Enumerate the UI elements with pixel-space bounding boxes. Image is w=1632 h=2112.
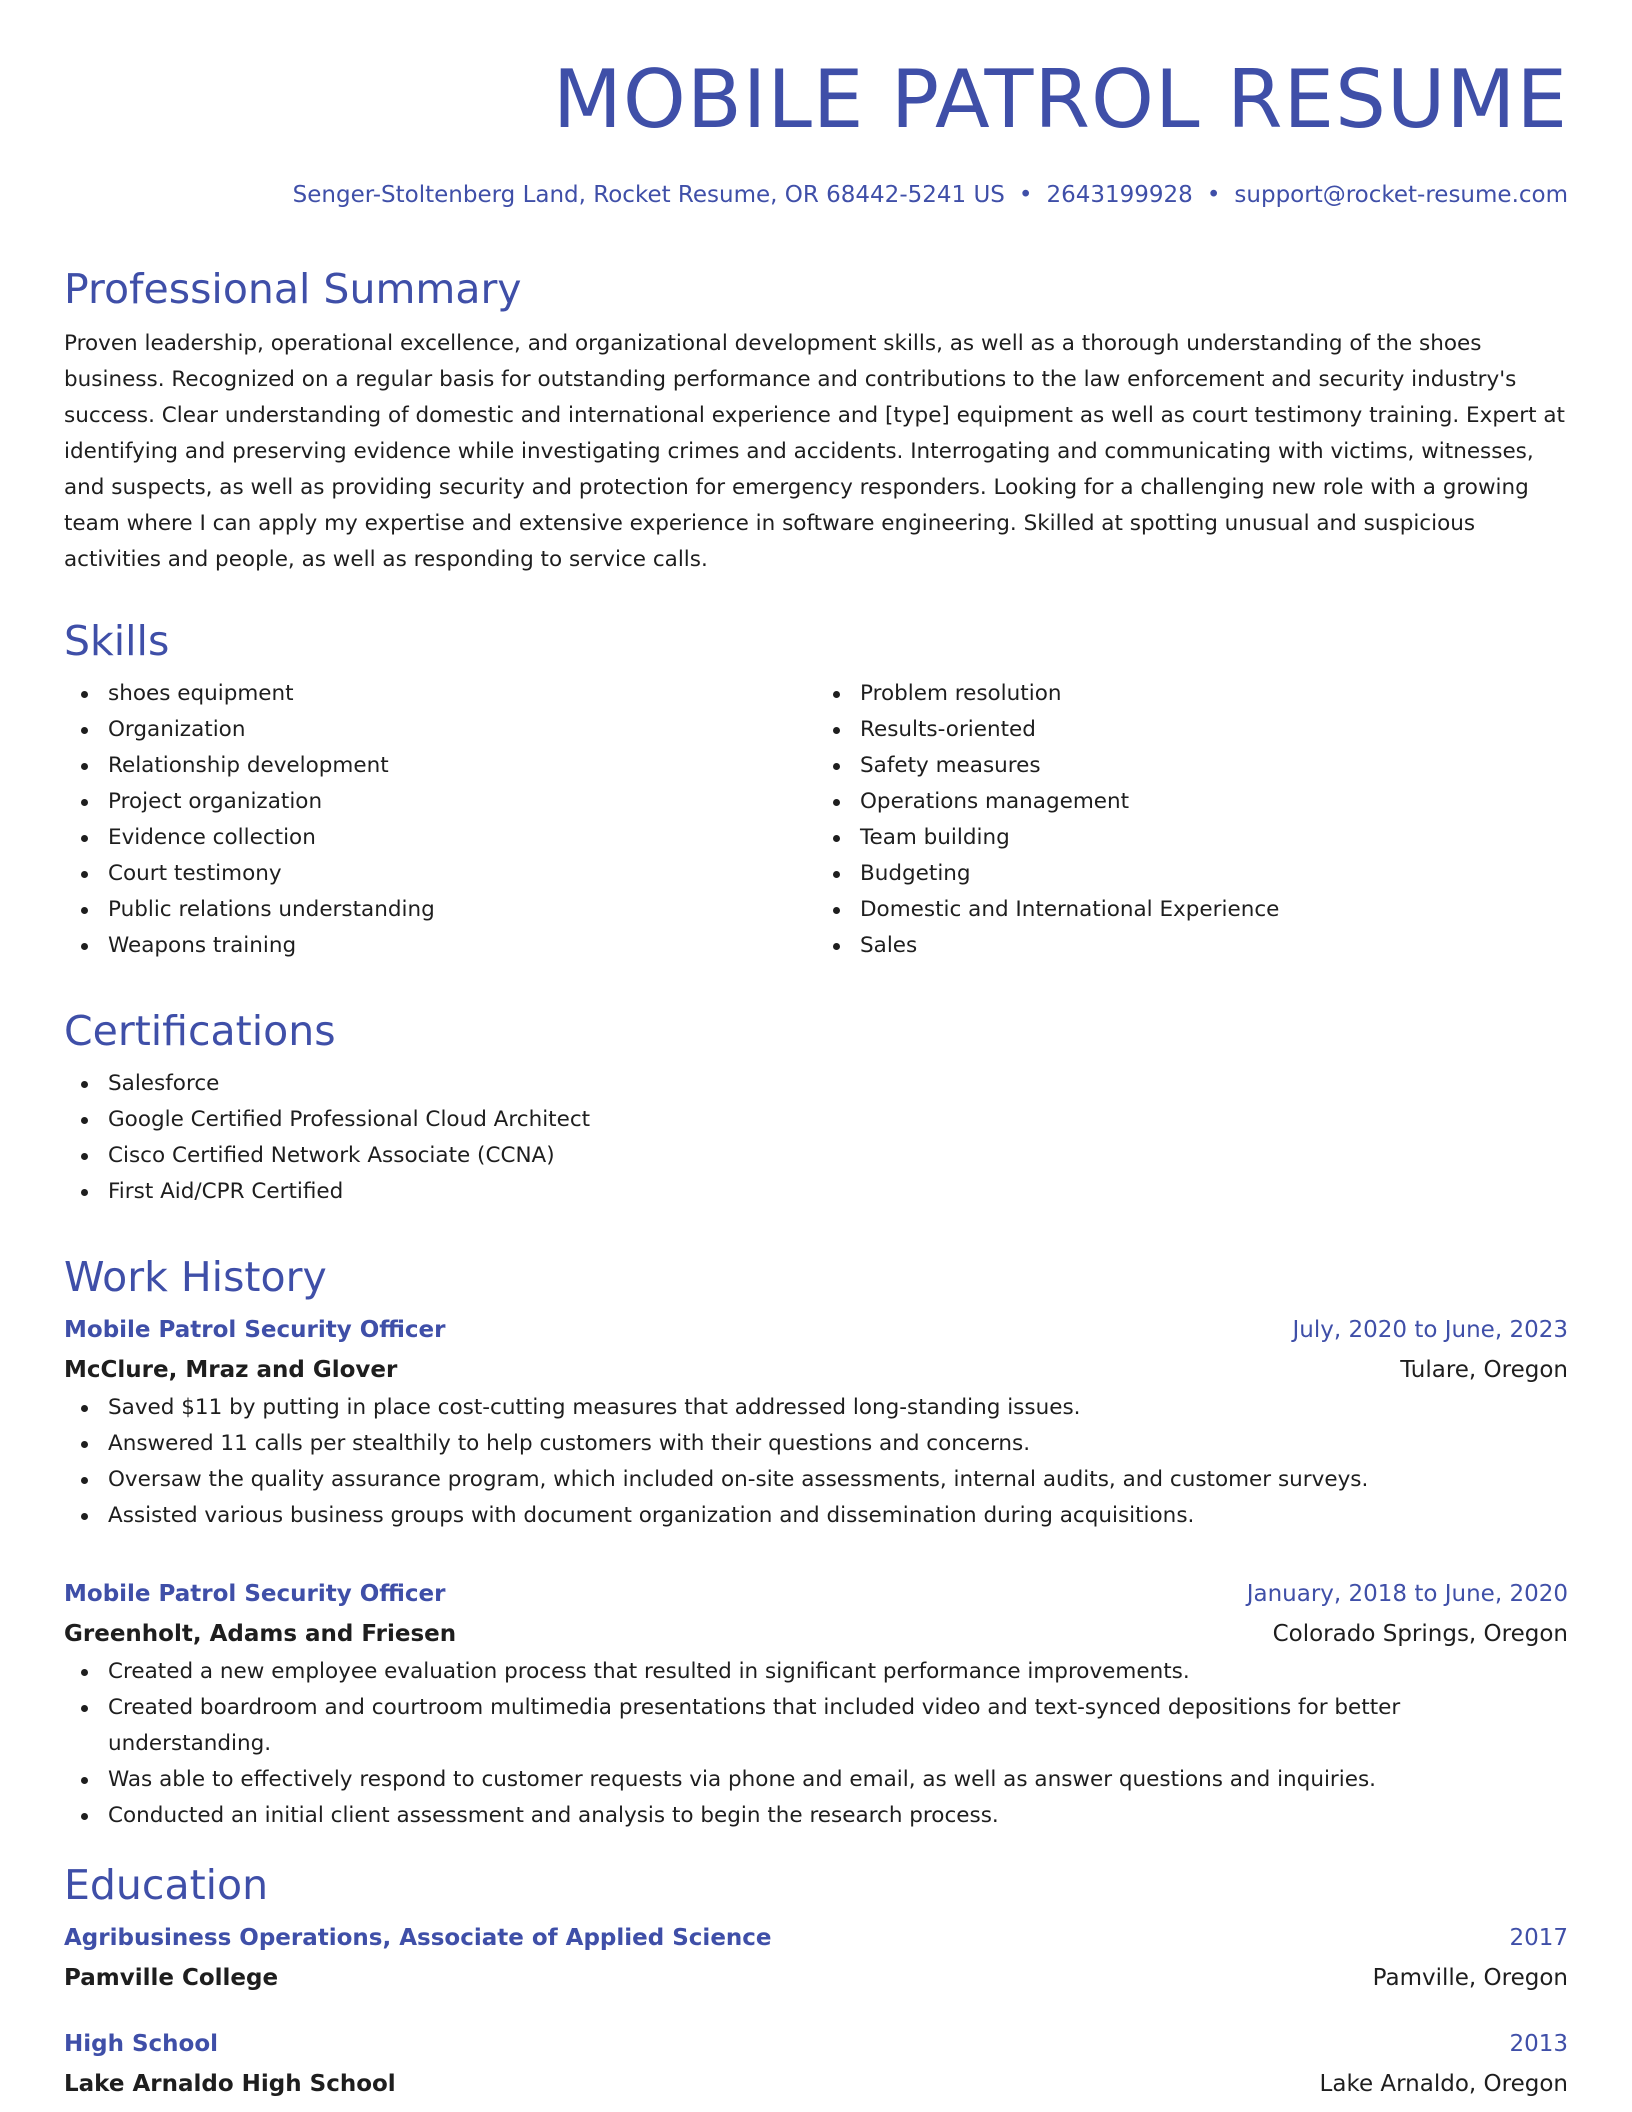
job-header	[64, 1574, 1568, 1614]
certifications-section	[64, 1006, 1568, 1210]
professional-summary-section	[64, 264, 1568, 578]
section-heading: Professional Summary	[64, 265, 522, 313]
skill-item: Team building	[860, 820, 1568, 856]
skill-item: Domestic and International Experience	[860, 892, 1568, 928]
summary-text: Proven leadership, operational excellence, and organizational development skills, as well as a thorough understanding of the shoes business. Recognized on a regular basis for outstanding performance and contributions to the law enforcement and security industry's success. Clear understanding of domestic and international experience and [type] equipment as well as court testimony training. Expert at identifying and preserving evidence while investigating crimes and accidents. Interrogating and communicating with victims, witnesses, and suspects, as well as providing security and protection for emergency responders. Looking for a challenging new role with a growing team where I can apply my expertise and extensive experience in software engineering. Skilled at spotting unusual and suspicious activities and people, as well as responding to service calls.	[64, 331, 1565, 572]
certification-item: Salesforce	[108, 1066, 1568, 1102]
education-subheader	[64, 2064, 1568, 2104]
skill-item: Results-oriented	[860, 712, 1568, 748]
skill-item: Sales	[860, 928, 1568, 964]
certification-item: First Aid/CPR Certified	[108, 1174, 1568, 1210]
education-header	[64, 2024, 1568, 2064]
skill-item: Relationship development	[108, 748, 816, 784]
education-school: Lake Arnaldo High School	[64, 2071, 396, 2097]
skill-item: Evidence collection	[108, 820, 816, 856]
job-bullet: Created boardroom and courtroom multimedia presentations that included video and text-synced depositions for better understanding.	[108, 1690, 1568, 1762]
contact-separator: •	[1206, 182, 1221, 208]
job-entry	[64, 1310, 1568, 1534]
job-bullet: Saved $11 by putting in place cost-cutting measures that addressed long-standing issues.	[108, 1390, 1568, 1426]
skill-item: Problem resolution	[860, 676, 1568, 712]
job-company: Greenholt, Adams and Friesen	[64, 1621, 457, 1647]
education-entry	[64, 1918, 1568, 1998]
skill-item: Project organization	[108, 784, 816, 820]
section-heading: Skills	[64, 617, 170, 665]
section-heading: Certifications	[64, 1007, 336, 1055]
job-title: Mobile Patrol Security Officer	[64, 1581, 446, 1607]
education-year: 2017	[1509, 1925, 1568, 1951]
skills-list-right	[816, 676, 1568, 964]
contact-separator: •	[1018, 182, 1033, 208]
certification-item: Cisco Certified Network Associate (CCNA)	[108, 1138, 1568, 1174]
job-subheader	[64, 1614, 1568, 1654]
job-location: Tulare, Oregon	[1400, 1357, 1568, 1383]
education-location: Pamville, Oregon	[1372, 1965, 1568, 1991]
certification-item: Google Certified Professional Cloud Architect	[108, 1102, 1568, 1138]
job-dates: January, 2018 to June, 2020	[1246, 1581, 1568, 1607]
job-bullet: Assisted various business groups with document organization and dissemination during acquisitions.	[108, 1498, 1568, 1534]
section-heading: Work History	[64, 1253, 327, 1301]
education-header	[64, 1918, 1568, 1958]
skill-item: Safety measures	[860, 748, 1568, 784]
skill-item: Court testimony	[108, 856, 816, 892]
skill-item: Weapons training	[108, 928, 816, 964]
job-title: Mobile Patrol Security Officer	[64, 1317, 446, 1343]
education-section	[64, 1860, 1568, 2104]
certifications-list	[64, 1066, 1568, 1210]
skills-section	[64, 616, 1568, 964]
skill-item: Operations management	[860, 784, 1568, 820]
skill-item: Budgeting	[860, 856, 1568, 892]
job-bullet: Created a new employee evaluation process that resulted in significant performance improvements.	[108, 1654, 1568, 1690]
skills-list-left	[64, 676, 816, 964]
job-bullets	[64, 1390, 1568, 1534]
contact-line	[293, 180, 1568, 210]
job-company: McClure, Mraz and Glover	[64, 1357, 398, 1383]
job-bullets	[64, 1654, 1568, 1834]
education-school: Pamville College	[64, 1965, 279, 1991]
job-entry	[64, 1574, 1568, 1834]
skill-item: shoes equipment	[108, 676, 816, 712]
education-location: Lake Arnaldo, Oregon	[1319, 2071, 1568, 2097]
job-dates: July, 2020 to June, 2023	[1292, 1317, 1568, 1343]
section-heading: Education	[64, 1861, 269, 1909]
job-bullet: Was able to effectively respond to customer requests via phone and email, as well as answer questions and inquiries.	[108, 1762, 1568, 1798]
job-subheader	[64, 1350, 1568, 1390]
job-location: Colorado Springs, Oregon	[1272, 1621, 1568, 1647]
job-bullet: Oversaw the quality assurance program, which included on-site assessments, internal audits, and customer surveys.	[108, 1462, 1568, 1498]
education-subheader	[64, 1958, 1568, 1998]
contact-email: support@rocket-resume.com	[1234, 182, 1568, 208]
education-degree: High School	[64, 2031, 219, 2057]
contact-phone: 2643199928	[1046, 182, 1193, 208]
work-history-section	[64, 1252, 1568, 1834]
job-header	[64, 1310, 1568, 1350]
skill-item: Organization	[108, 712, 816, 748]
job-bullet: Conducted an initial client assessment and analysis to begin the research process.	[108, 1798, 1568, 1834]
resume-title: MOBILE PATROL RESUME	[552, 53, 1568, 146]
contact-address: Senger-Stoltenberg Land, Rocket Resume, OR 68442-5241 US	[292, 182, 1005, 208]
education-entry	[64, 2024, 1568, 2104]
skills-columns	[64, 676, 1568, 964]
education-year: 2013	[1509, 2031, 1568, 2057]
job-bullet: Answered 11 calls per stealthily to help customers with their questions and concerns.	[108, 1426, 1568, 1462]
skill-item: Public relations understanding	[108, 892, 816, 928]
education-degree: Agribusiness Operations, Associate of Applied Science	[64, 1925, 772, 1951]
